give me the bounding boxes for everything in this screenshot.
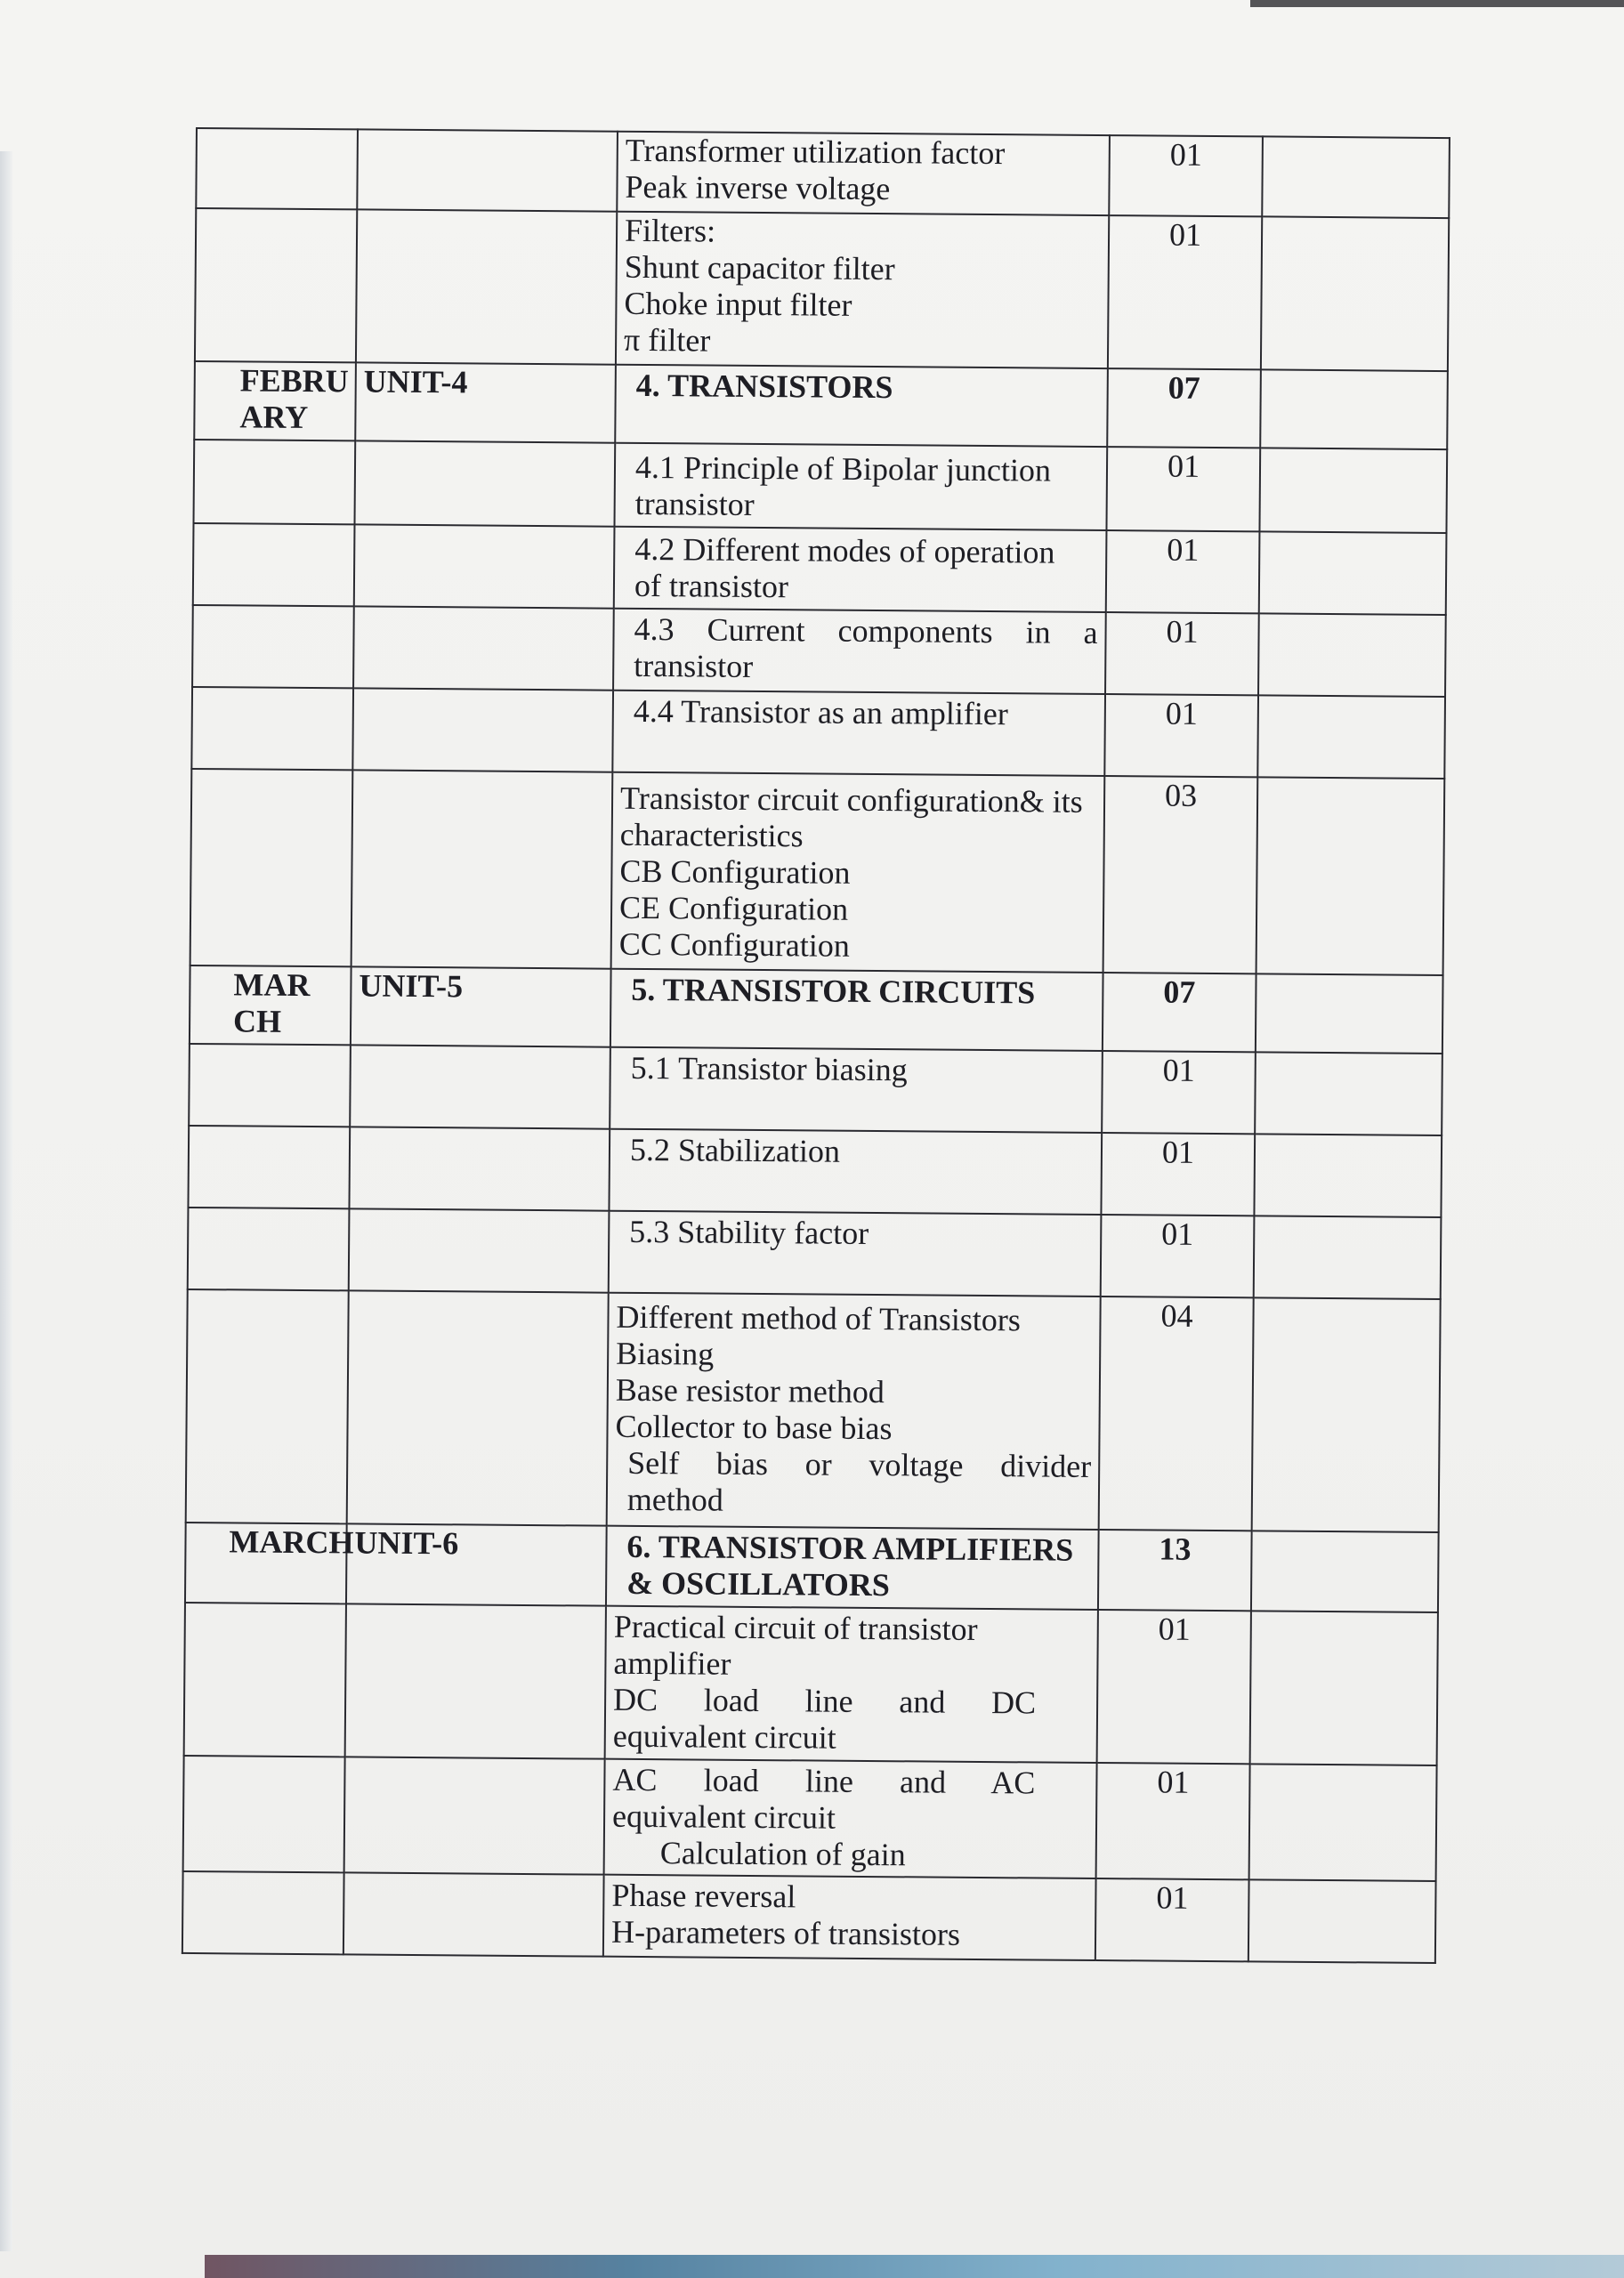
topic-line: equivalent circuit [611,1797,836,1836]
unit-cell [354,440,615,526]
topic-cell [613,609,1106,694]
topic-line: Choke input filter [624,285,852,323]
topic-line: Practical circuit of transistor [613,1608,978,1647]
topic-cell [611,772,1105,973]
topic-cell [615,365,1108,447]
remarks-cell [1261,216,1449,371]
remarks-cell [1260,369,1448,449]
table-row [191,687,1445,779]
unit-heading: 4. TRANSISTORS [635,367,893,406]
unit-cell [349,1208,610,1292]
topic-cell [606,1526,1099,1610]
topic-line: transistor [634,485,755,522]
topic-cell [612,691,1105,776]
remarks-cell [1259,531,1447,615]
month-cell [182,1871,344,1954]
hours-cell: 01 [1102,1051,1256,1134]
remarks-cell [1259,448,1447,533]
month-cell: FEBRU ARY [194,361,356,440]
unit-cell: UNIT-4 [355,362,616,442]
top-shadow [1250,0,1624,7]
remarks-cell [1256,777,1445,975]
topic-cell [617,132,1110,215]
month-cell [194,440,356,524]
topic-cell [609,1129,1102,1215]
topic-line: Transformer utilization factor [625,132,1006,172]
topic-cell [603,1875,1096,1960]
month-cell [190,769,353,966]
unit-cell [350,1045,610,1128]
left-shadow [0,151,12,2251]
table-row [194,361,1448,449]
table-row [182,1871,1436,1963]
remarks-cell [1254,1216,1442,1299]
hours-cell: 03 [1103,776,1258,973]
table-row [188,1208,1442,1299]
topic-line: H-parameters of transistors [610,1913,961,1952]
month-cell [189,1044,351,1127]
table-row [194,440,1448,533]
unit-cell [352,688,613,771]
table-row [192,605,1446,697]
topic-line: Collector to base bias [615,1408,893,1447]
month-cell [188,1208,350,1290]
topic-cell [610,969,1103,1051]
hours-cell: 01 [1101,1133,1255,1216]
unit-cell [343,1872,604,1956]
topic-line: 5.1 Transistor biasing [630,1049,908,1088]
remarks-cell [1255,1052,1442,1135]
month-cell [183,1756,345,1872]
month-cell [195,208,357,362]
table-row [184,1603,1438,1765]
table-row [188,1126,1442,1217]
topic-cell [604,1759,1097,1878]
table-row [185,1523,1439,1612]
hours-cell: 01 [1104,694,1258,777]
topic-line: 4.1 Principle of Bipolar junction [634,448,1052,489]
month-cell: MAR CH [190,965,351,1045]
unit-cell [354,524,615,608]
remarks-cell [1262,136,1450,218]
unit-cell [356,209,617,364]
topic-cell [614,443,1107,530]
topic-line: CB Configuration [619,852,851,891]
topic-cell [614,527,1107,612]
month-cell [188,1126,350,1208]
bottom-shadow [205,2255,1624,2278]
unit-cell [347,1290,609,1525]
topic-cell [616,212,1109,368]
month-cell [192,605,354,688]
topic-line: Shunt capacitor filter [624,248,895,287]
hours-cell: 07 [1107,368,1261,448]
topic-cell [607,1293,1101,1530]
topic-line: 4.3 Current components in a [634,610,1098,650]
remarks-cell [1249,1764,1437,1881]
remarks-cell [1256,973,1443,1054]
month-cell [193,523,355,606]
topic-line: AC load line and AC [612,1761,1036,1801]
hours-cell: 01 [1097,1610,1251,1764]
remarks-cell [1250,1611,1438,1765]
table-row [193,523,1447,615]
topic-cell [605,1606,1098,1763]
lesson-plan-table [182,127,1450,1964]
hours-cell: 01 [1101,1215,1255,1297]
unit-cell [345,1603,606,1758]
hours-cell: 01 [1095,1878,1249,1961]
hours-cell: 01 [1106,447,1260,531]
topic-line: 5.2 Stabilization [629,1131,841,1169]
topic-line: Biasing [616,1335,715,1372]
unit-cell [344,1757,605,1874]
remarks-cell [1257,695,1445,779]
topic-line: transistor [634,647,754,684]
month-cell [196,128,358,209]
remarks-cell [1251,1531,1439,1612]
topic-line: 4.2 Different modes of operation [634,530,1055,570]
topic-line: characteristics [619,816,804,854]
month-cell [186,1289,349,1523]
unit-cell [357,129,618,211]
remarks-cell [1254,1134,1442,1217]
unit-cell: UNIT-5 [351,966,611,1046]
topic-line: method [626,1481,724,1518]
topic-line: of transistor [634,567,789,605]
topic-cell [610,1047,1103,1133]
hours-cell: 01 [1106,530,1260,613]
topic-line: equivalent circuit [612,1717,836,1756]
unit-cell [351,770,613,968]
hours-cell: 13 [1098,1530,1252,1611]
hours-cell: 07 [1103,973,1256,1052]
topic-line: CC Configuration [618,925,850,964]
month-cell [184,1603,346,1757]
topic-line: Phase reversal [611,1877,796,1915]
unit-cell [349,1127,610,1210]
unit-heading: & OSCILLATORS [626,1564,891,1603]
topic-line: DC load line and DC [612,1681,1037,1721]
topic-line: CE Configuration [618,889,849,927]
table-row [189,1044,1442,1135]
topic-line: Peak inverse voltage [625,168,891,207]
topic-line: Different method of Transistors [616,1298,1021,1338]
table-row [186,1289,1441,1532]
remarks-cell [1248,1879,1436,1963]
hours-cell: 01 [1109,135,1263,216]
topic-line: Transistor circuit configuration& its [619,780,1083,820]
table-row [196,128,1450,218]
unit-cell [353,606,614,690]
remarks-cell [1252,1297,1441,1532]
topic-line: amplifier [613,1644,731,1682]
month-cell [191,687,353,770]
topic-cell [609,1211,1102,1297]
hours-cell: 01 [1108,215,1262,369]
topic-line: 4.4 Transistor as an amplifier [633,692,1008,732]
remarks-cell [1258,613,1446,697]
month-cell: MARCH [185,1523,347,1603]
unit-heading: 6. TRANSISTOR AMPLIFIERS [626,1528,1074,1568]
table-row [195,208,1449,371]
table-row [190,965,1443,1054]
topic-line: Self bias or voltage divider [627,1444,1092,1484]
unit-heading: 5. TRANSISTOR CIRCUITS [631,971,1036,1011]
topic-line: Calculation of gain [659,1835,906,1873]
topic-line: 5.3 Stability factor [629,1213,869,1251]
topic-line: Filters: [624,212,716,249]
table-row [190,769,1445,975]
hours-cell: 01 [1105,612,1259,695]
table-row [183,1756,1437,1881]
topic-line: π filter [623,321,711,359]
unit-cell: UNIT-6 [346,1523,607,1605]
topic-line: Base resistor method [615,1371,885,1410]
hours-cell: 04 [1099,1297,1254,1531]
hours-cell: 01 [1096,1763,1250,1879]
